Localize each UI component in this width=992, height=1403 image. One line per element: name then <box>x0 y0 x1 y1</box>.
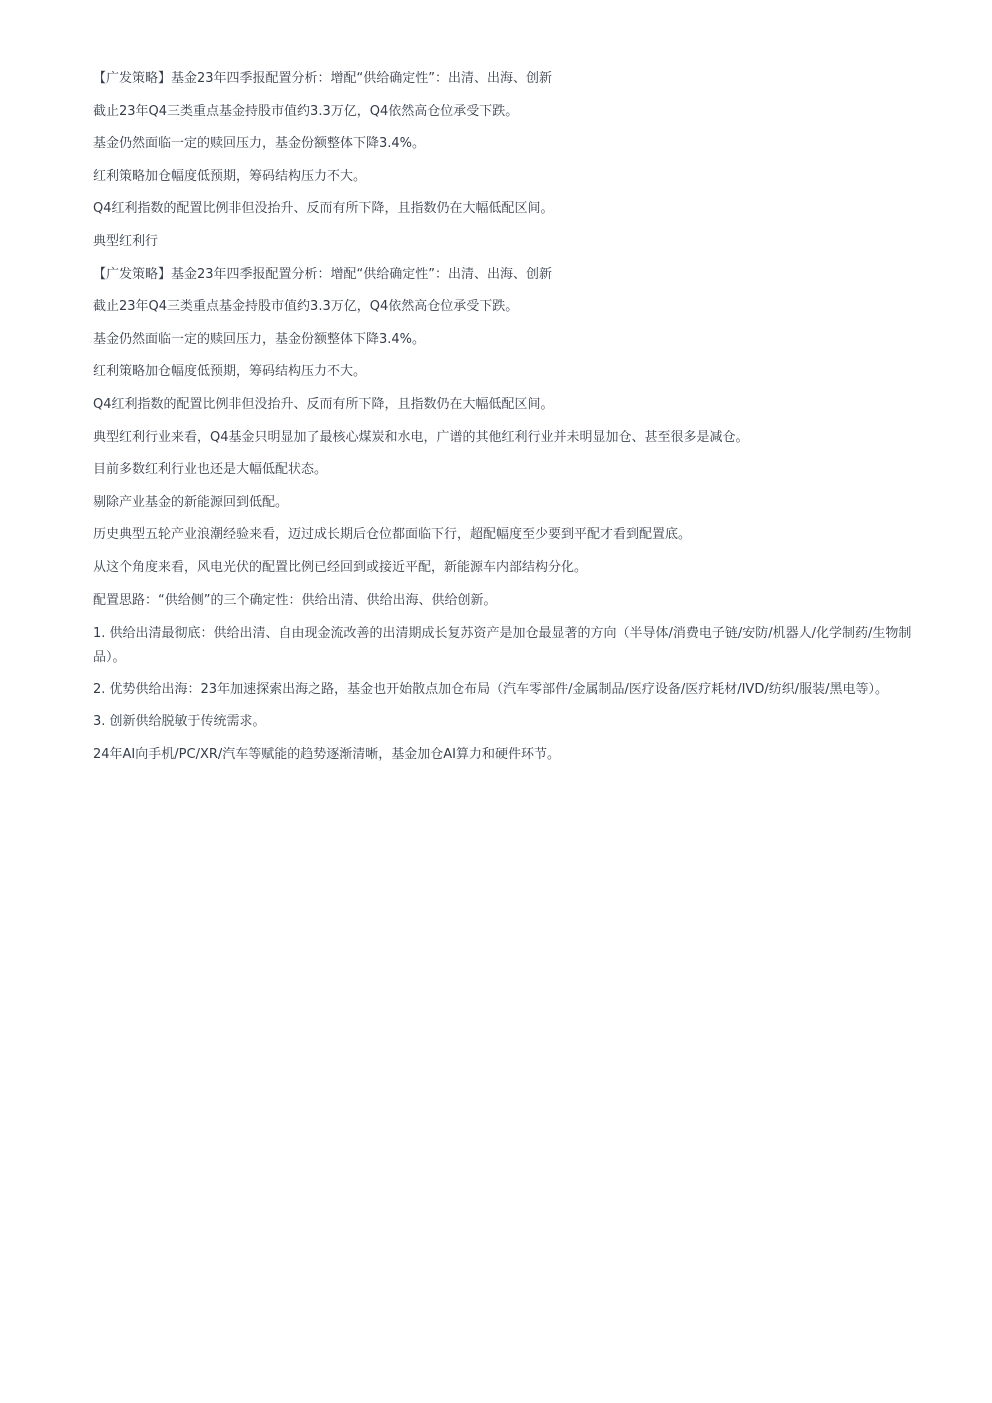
paragraph: 24年AI向手机/PC/XR/汽车等赋能的趋势逐渐清晰，基金加仓AI算力和硬件环节。 <box>93 746 560 762</box>
paragraph: 剔除产业基金的新能源回到低配。 <box>93 494 289 510</box>
document-body <box>93 68 935 776</box>
paragraph: 典型红利行业来看，Q4基金只明显加了最核心煤炭和水电，广谱的其他红利行业并未明显加仓、甚至很多是减仓。 <box>93 429 749 445</box>
paragraph: Q4红利指数的配置比例非但没抬升、反而有所下降，且指数仍在大幅低配区间。 <box>93 201 554 217</box>
paragraph: 截止23年Q4三类重点基金持股市值约3.3万亿，Q4依然高仓位承受下跌。 <box>93 299 519 315</box>
paragraph: 【广发策略】基金23年四季报配置分析：增配“供给确定性”：出清、出海、创新 <box>93 71 553 86</box>
paragraph: 截止23年Q4三类重点基金持股市值约3.3万亿，Q4依然高仓位承受下跌。 <box>93 103 519 119</box>
paragraph: Q4红利指数的配置比例非但没抬升、反而有所下降，且指数仍在大幅低配区间。 <box>93 396 554 412</box>
paragraph: 典型红利行 <box>93 233 159 249</box>
list-item-supply-overseas: 2. 优势供给出海：23年加速探索出海之路，基金也开始散点加仓布局（汽车零部件/金属制品/医疗设备/医疗耗材/IVD/纺织/服装/黑电等）。 <box>93 681 888 697</box>
paragraph: 历史典型五轮产业浪潮经验来看，迈过成长期后仓位都面临下行，超配幅度至少要到平配才看到配置底。 <box>93 527 692 543</box>
paragraph: 红利策略加仓幅度低预期，筹码结构压力不大。 <box>93 168 367 184</box>
paragraph: 目前多数红利行业也还是大幅低配状态。 <box>93 462 328 478</box>
paragraph: 配置思路：“供给侧”的三个确定性：供给出清、供给出海、供给创新。 <box>93 592 497 608</box>
list-item-supply-innovation: 3. 创新供给脱敏于传统需求。 <box>93 714 266 730</box>
paragraph: 从这个角度来看，风电光伏的配置比例已经回到或接近平配，新能源车内部结构分化。 <box>93 559 588 575</box>
paragraph: 基金仍然面临一定的赎回压力，基金份额整体下降3.4%。 <box>93 331 426 347</box>
list-item-supply-clearing: 1. 供给出清最彻底：供给出清、自由现金流改善的出清期成长复苏资产是加仓最显著的方向（半导体/消费电子链/安防/机器人/化学制药/生物制品）。 <box>93 626 912 666</box>
paragraph: 基金仍然面临一定的赎回压力，基金份额整体下降3.4%。 <box>93 136 426 152</box>
paragraph: 【广发策略】基金23年四季报配置分析：增配“供给确定性”：出清、出海、创新 <box>93 266 553 282</box>
paragraph: 红利策略加仓幅度低预期，筹码结构压力不大。 <box>93 364 367 380</box>
